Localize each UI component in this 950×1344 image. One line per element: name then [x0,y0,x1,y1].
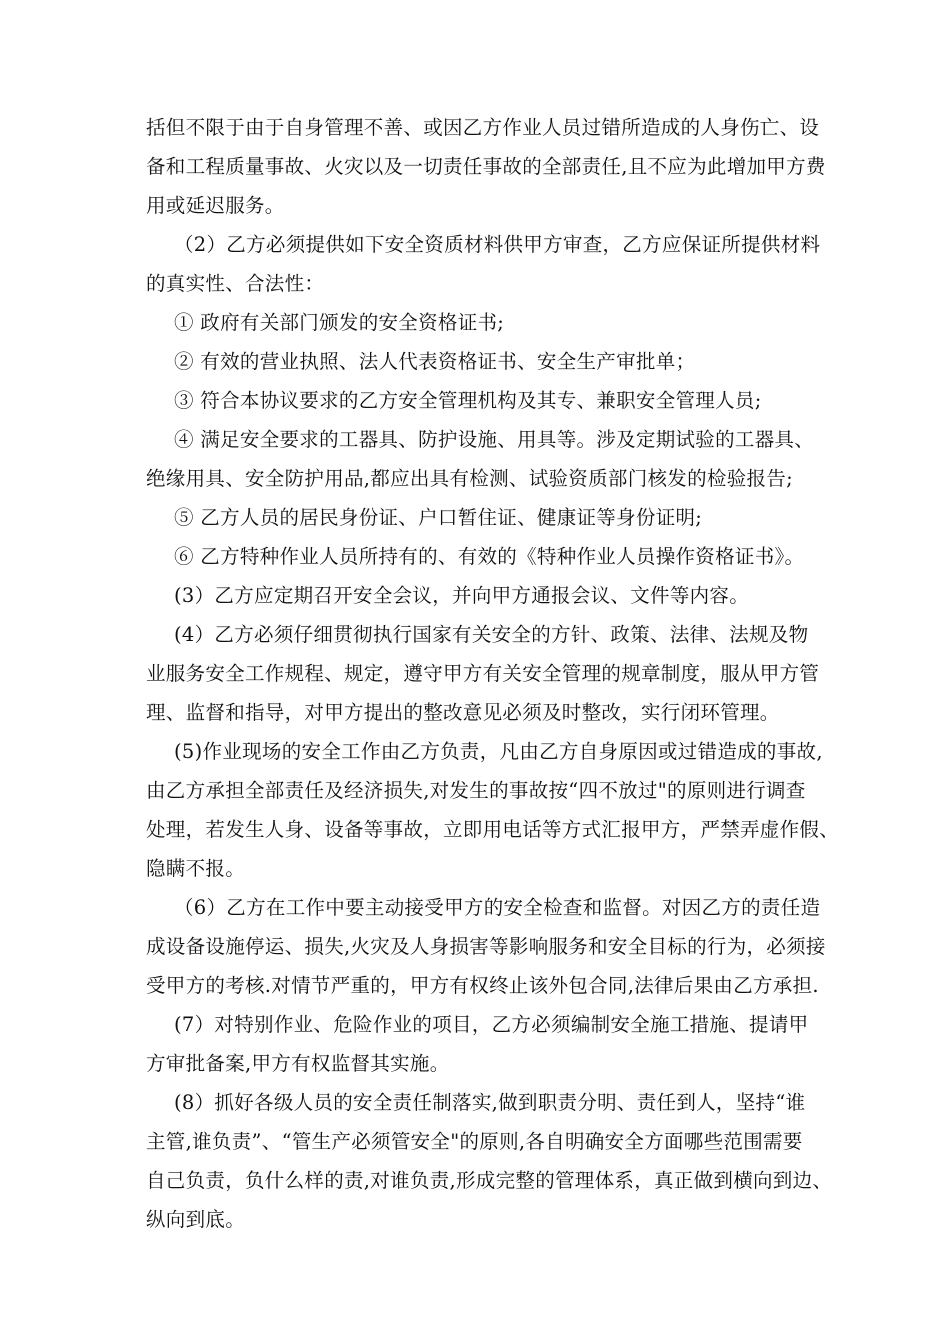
clause-6-line-2: 成设备设施停运、损失,火灾及人身损害等影响服务和安全目标的行为，必须接 [146,935,826,958]
list-item-4-line-1: ④ 满足安全要求的工器具、防护设施、用具等。涉及定期试验的工器具、 [174,428,815,451]
clause-2-line-1: （2）乙方必须提供如下安全资质材料供甲方审查，乙方应保证所提供材料 [174,233,821,256]
clause-5-line-1: (5)作业现场的安全工作由乙方负责，凡由乙方自身原因或过错造成的事故, [174,740,823,763]
list-item-6: ⑥ 乙方特种作业人员所持有的、有效的《特种作业人员操作资格证书》。 [174,545,805,568]
list-item-2: ② 有效的营业执照、法人代表资格证书、安全生产审批单； [174,350,696,373]
clause-5-line-2: 由乙方承担全部责任及经济损失,对发生的事故按“四不放过"的原则进行调查 [146,779,806,802]
clause-6-line-3: 受甲方的考核.对情节严重的，甲方有权终止该外包合同,法律后果由乙方承担. [146,974,819,997]
clause-8-line-4: 纵向到底。 [146,1208,246,1231]
document-body [146,108,840,1239]
clause-6-line-1: （6）乙方在工作中要主动接受甲方的安全检查和监督。对因乙方的责任造 [174,896,821,919]
clause-4-line-2: 业服务安全工作规程、规定，遵守甲方有关安全管理的规章制度，服从甲方管 [146,662,820,685]
clause-4-line-3: 理、监督和指导，对甲方提出的整改意见必须及时整改，实行闭环管理。 [146,701,780,724]
clause-5-line-3: 处理，若发生人身、设备等事故，立即用电话等方式汇报甲方，严禁弄虚作假、 [146,818,840,841]
clause-2-line-2: 的真实性、合法性： [146,272,325,295]
clause-8-line-2: 主管,谁负责”、“管生产必须管安全"的原则,各自明确安全方面哪些范围需要 [146,1130,803,1153]
list-item-1: ① 政府有关部门颁发的安全资格证书; [174,311,505,334]
clause-7-line-2: 方审批备案,甲方有权监督其实施。 [146,1052,450,1075]
clause-8-line-1: (8）抓好各级人员的安全责任制落实,做到职责分明、责任到人，坚持“谁 [174,1091,806,1114]
clause-4-line-1: (4）乙方必须仔细贯彻执行国家有关安全的方针、政策、法律、法规及物 [174,623,809,646]
clause-7-line-1: (7）对特别作业、危险作业的项目，乙方必须编制安全施工措施、提请甲 [174,1013,809,1036]
list-item-3: ③ 符合本协议要求的乙方安全管理机构及其专、兼职安全管理人员; [174,389,762,412]
paragraph-1-line-2: 备和工程质量事故、火灾以及一切责任事故的全部责任,且不应为此增加甲方费 [146,155,826,178]
clause-3: (3）乙方应定期召开安全会议，并向甲方通报会议、文件等内容。 [174,584,750,607]
list-item-4-line-2: 绝缘用具、安全防护用品,都应出具有检测、试验资质部门核发的检验报告; [146,467,793,490]
paragraph-1-line-3: 用或延迟服务。 [146,194,285,217]
clause-8-line-3: 自己负责，负什么样的责,对谁负责,形成完整的管理体系，真正做到横向到边、 [146,1169,833,1192]
list-item-5: ⑤ 乙方人员的居民身份证、户口暂住证、健康证等身份证明; [174,506,703,529]
clause-5-line-4: 隐瞒不报。 [146,857,246,880]
paragraph-1-line-1: 括但不限于由于自身管理不善、或因乙方作业人员过错所造成的人身伤亡、设 [146,116,820,139]
